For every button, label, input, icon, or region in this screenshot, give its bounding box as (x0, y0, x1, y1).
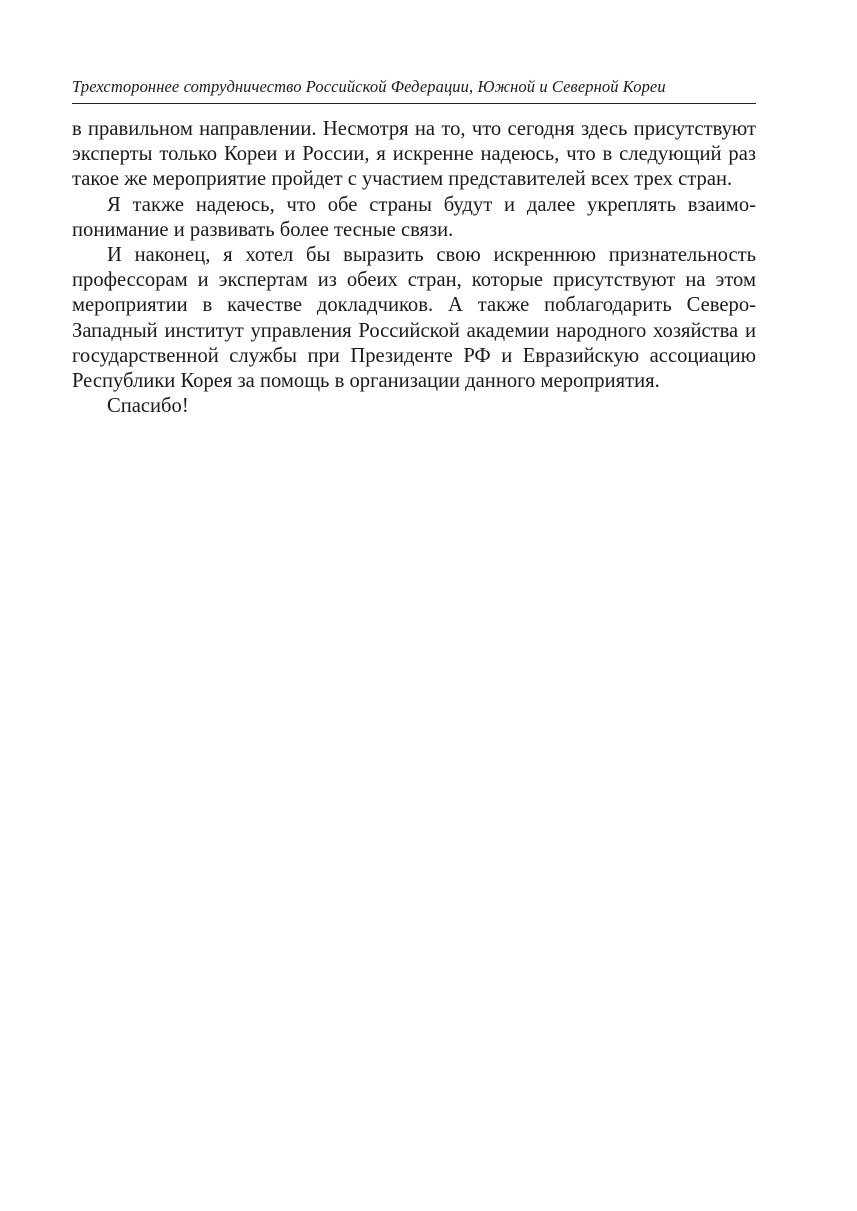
body-text (72, 117, 756, 419)
page (72, 74, 756, 419)
paragraph-continuation: в правильном направлении. Несмотря на то, что сегодня здесь присутствуют эксперты только Кореи и России, я искренне надеюсь, что в следующий раз такое же мероприятие пройдет с участием представителей всех трех стран. (72, 118, 756, 191)
paragraph-hope: Я также надеюсь, что обе страны будут и далее укреплять взаимопонимание и развивать более тесные связи. (72, 193, 756, 241)
paragraph-thanks: Спасибо! (107, 395, 189, 418)
running-header: Трехстороннее сотрудничество Российской Федерации, Южной и Северной Кореи (72, 74, 756, 104)
paragraph-gratitude: И наконец, я хотел бы выразить свою искреннюю признательность профессорам и экспертам из обеих стран, которые присутствуют на этом мероприятии в качестве докладчиков. А также поблагодарить Северо-Западный институт управления Российской академии народного хозяйства и государственной службы при Президенте РФ и Евразийскую ассоциацию Республики Корея за помощь в организации данного мероприятия. (72, 244, 756, 393)
